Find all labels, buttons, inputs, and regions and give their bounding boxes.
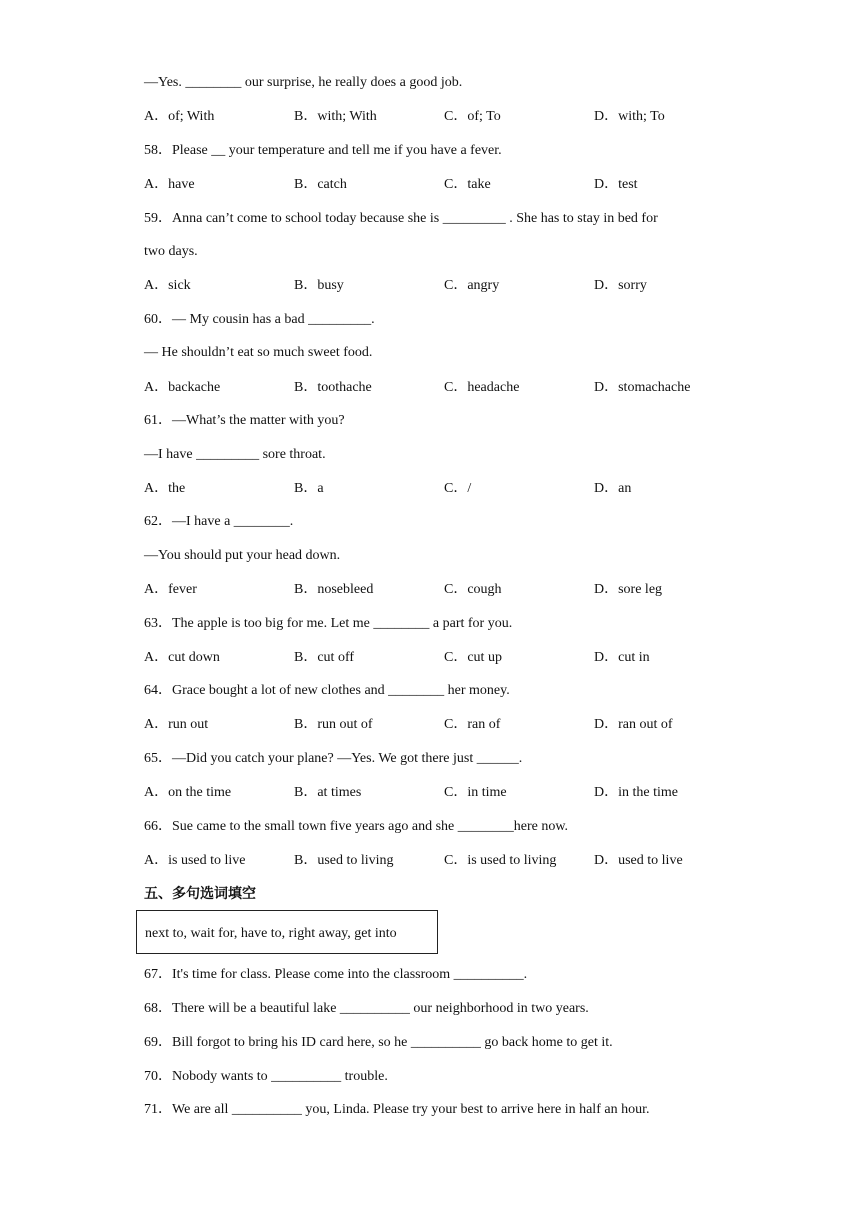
- question-63-stem: 63．The apple is too big for me. Let me ________ a part for you.: [144, 616, 513, 631]
- question-70-stem: 70．Nobody wants to __________ trouble.: [144, 1069, 388, 1084]
- option-b[interactable]: B．run out of: [294, 717, 373, 732]
- option-a[interactable]: A．the: [144, 481, 186, 496]
- question-60-response: — He shouldn’t eat so much sweet food.: [144, 345, 373, 360]
- question-62-options: [144, 581, 724, 599]
- option-d[interactable]: D．cut in: [594, 650, 650, 665]
- option-d[interactable]: D．ran out of: [594, 717, 673, 732]
- question-68-stem: 68．There will be a beautiful lake __________ our neighborhood in two years.: [144, 1001, 589, 1016]
- option-d[interactable]: D．sore leg: [594, 582, 663, 597]
- option-d[interactable]: D．with; To: [594, 109, 665, 124]
- option-a[interactable]: A．backache: [144, 380, 221, 395]
- option-c[interactable]: C．of; To: [444, 109, 501, 124]
- option-b[interactable]: B．a: [294, 481, 324, 496]
- question-64-stem: 64．Grace bought a lot of new clothes and ________ her money.: [144, 683, 510, 698]
- question-65-options: [144, 784, 724, 802]
- option-c[interactable]: C．cut up: [444, 650, 502, 665]
- option-a[interactable]: A．have: [144, 177, 195, 192]
- option-a[interactable]: A．of; With: [144, 109, 215, 124]
- option-c[interactable]: C．ran of: [444, 717, 501, 732]
- option-c[interactable]: C．/: [444, 481, 472, 496]
- word-bank-box: [136, 910, 438, 954]
- option-a[interactable]: A．on the time: [144, 785, 232, 800]
- option-a[interactable]: A．sick: [144, 278, 191, 293]
- word-bank-text: next to, wait for, have to, right away, get into: [145, 926, 397, 941]
- option-d[interactable]: D．in the time: [594, 785, 678, 800]
- section-title: 五、多句选词填空: [144, 886, 256, 902]
- option-b[interactable]: B．nosebleed: [294, 582, 374, 597]
- option-d[interactable]: D．an: [594, 481, 632, 496]
- option-a[interactable]: A．run out: [144, 717, 209, 732]
- question-67-stem: 67．It's time for class. Please come into the classroom __________.: [144, 967, 528, 982]
- question-66-options: [144, 852, 724, 870]
- option-b[interactable]: B．at times: [294, 785, 362, 800]
- question-63-options: [144, 649, 724, 667]
- question-64-options: [144, 716, 724, 734]
- option-b[interactable]: B．toothache: [294, 380, 372, 395]
- option-a[interactable]: A．is used to live: [144, 853, 246, 868]
- option-c[interactable]: C．cough: [444, 582, 502, 597]
- question-58-options: [144, 176, 724, 194]
- option-d[interactable]: D．used to live: [594, 853, 683, 868]
- option-c[interactable]: C．angry: [444, 278, 500, 293]
- question-60-stem: 60．— My cousin has a bad _________.: [144, 312, 375, 327]
- question-59-stem-continued: two days.: [144, 244, 198, 259]
- option-c[interactable]: C．in time: [444, 785, 507, 800]
- option-b[interactable]: B．with; With: [294, 109, 377, 124]
- option-b[interactable]: B．used to living: [294, 853, 394, 868]
- question-61-response: —I have _________ sore throat.: [144, 447, 326, 462]
- question-59-stem: 59．Anna can’t come to school today because she is _________ . She has to stay in bed for: [144, 211, 658, 226]
- question-62-response: —You should put your head down.: [144, 548, 341, 563]
- question-61-stem: 61．—What’s the matter with you?: [144, 413, 345, 428]
- question-69-stem: 69．Bill forgot to bring his ID card here, so he __________ go back home to get it.: [144, 1035, 613, 1050]
- question-61-options: [144, 480, 724, 498]
- question-71-stem: 71．We are all __________ you, Linda. Please try your best to arrive here in half an hour.: [144, 1102, 650, 1117]
- option-c[interactable]: C．is used to living: [444, 853, 557, 868]
- option-d[interactable]: D．stomachache: [594, 380, 691, 395]
- question-60-options: [144, 379, 724, 397]
- option-b[interactable]: B．busy: [294, 278, 344, 293]
- question-57-options: [144, 108, 724, 126]
- option-b[interactable]: B．catch: [294, 177, 347, 192]
- option-d[interactable]: D．test: [594, 177, 638, 192]
- option-a[interactable]: A．fever: [144, 582, 197, 597]
- option-d[interactable]: D．sorry: [594, 278, 647, 293]
- option-b[interactable]: B．cut off: [294, 650, 355, 665]
- question-66-stem: 66．Sue came to the small town five years ago and she ________here now.: [144, 819, 569, 834]
- question-58-stem: 58．Please __ your temperature and tell me if you have a fever.: [144, 143, 502, 158]
- question-65-stem: 65．—Did you catch your plane? —Yes. We got there just ______.: [144, 751, 523, 766]
- question-57-stem: —Yes. ________ our surprise, he really does a good job.: [144, 75, 463, 90]
- option-a[interactable]: A．cut down: [144, 650, 220, 665]
- option-c[interactable]: C．headache: [444, 380, 520, 395]
- option-c[interactable]: C．take: [444, 177, 491, 192]
- question-59-options: [144, 277, 724, 295]
- question-62-stem: 62．—I have a ________.: [144, 514, 294, 529]
